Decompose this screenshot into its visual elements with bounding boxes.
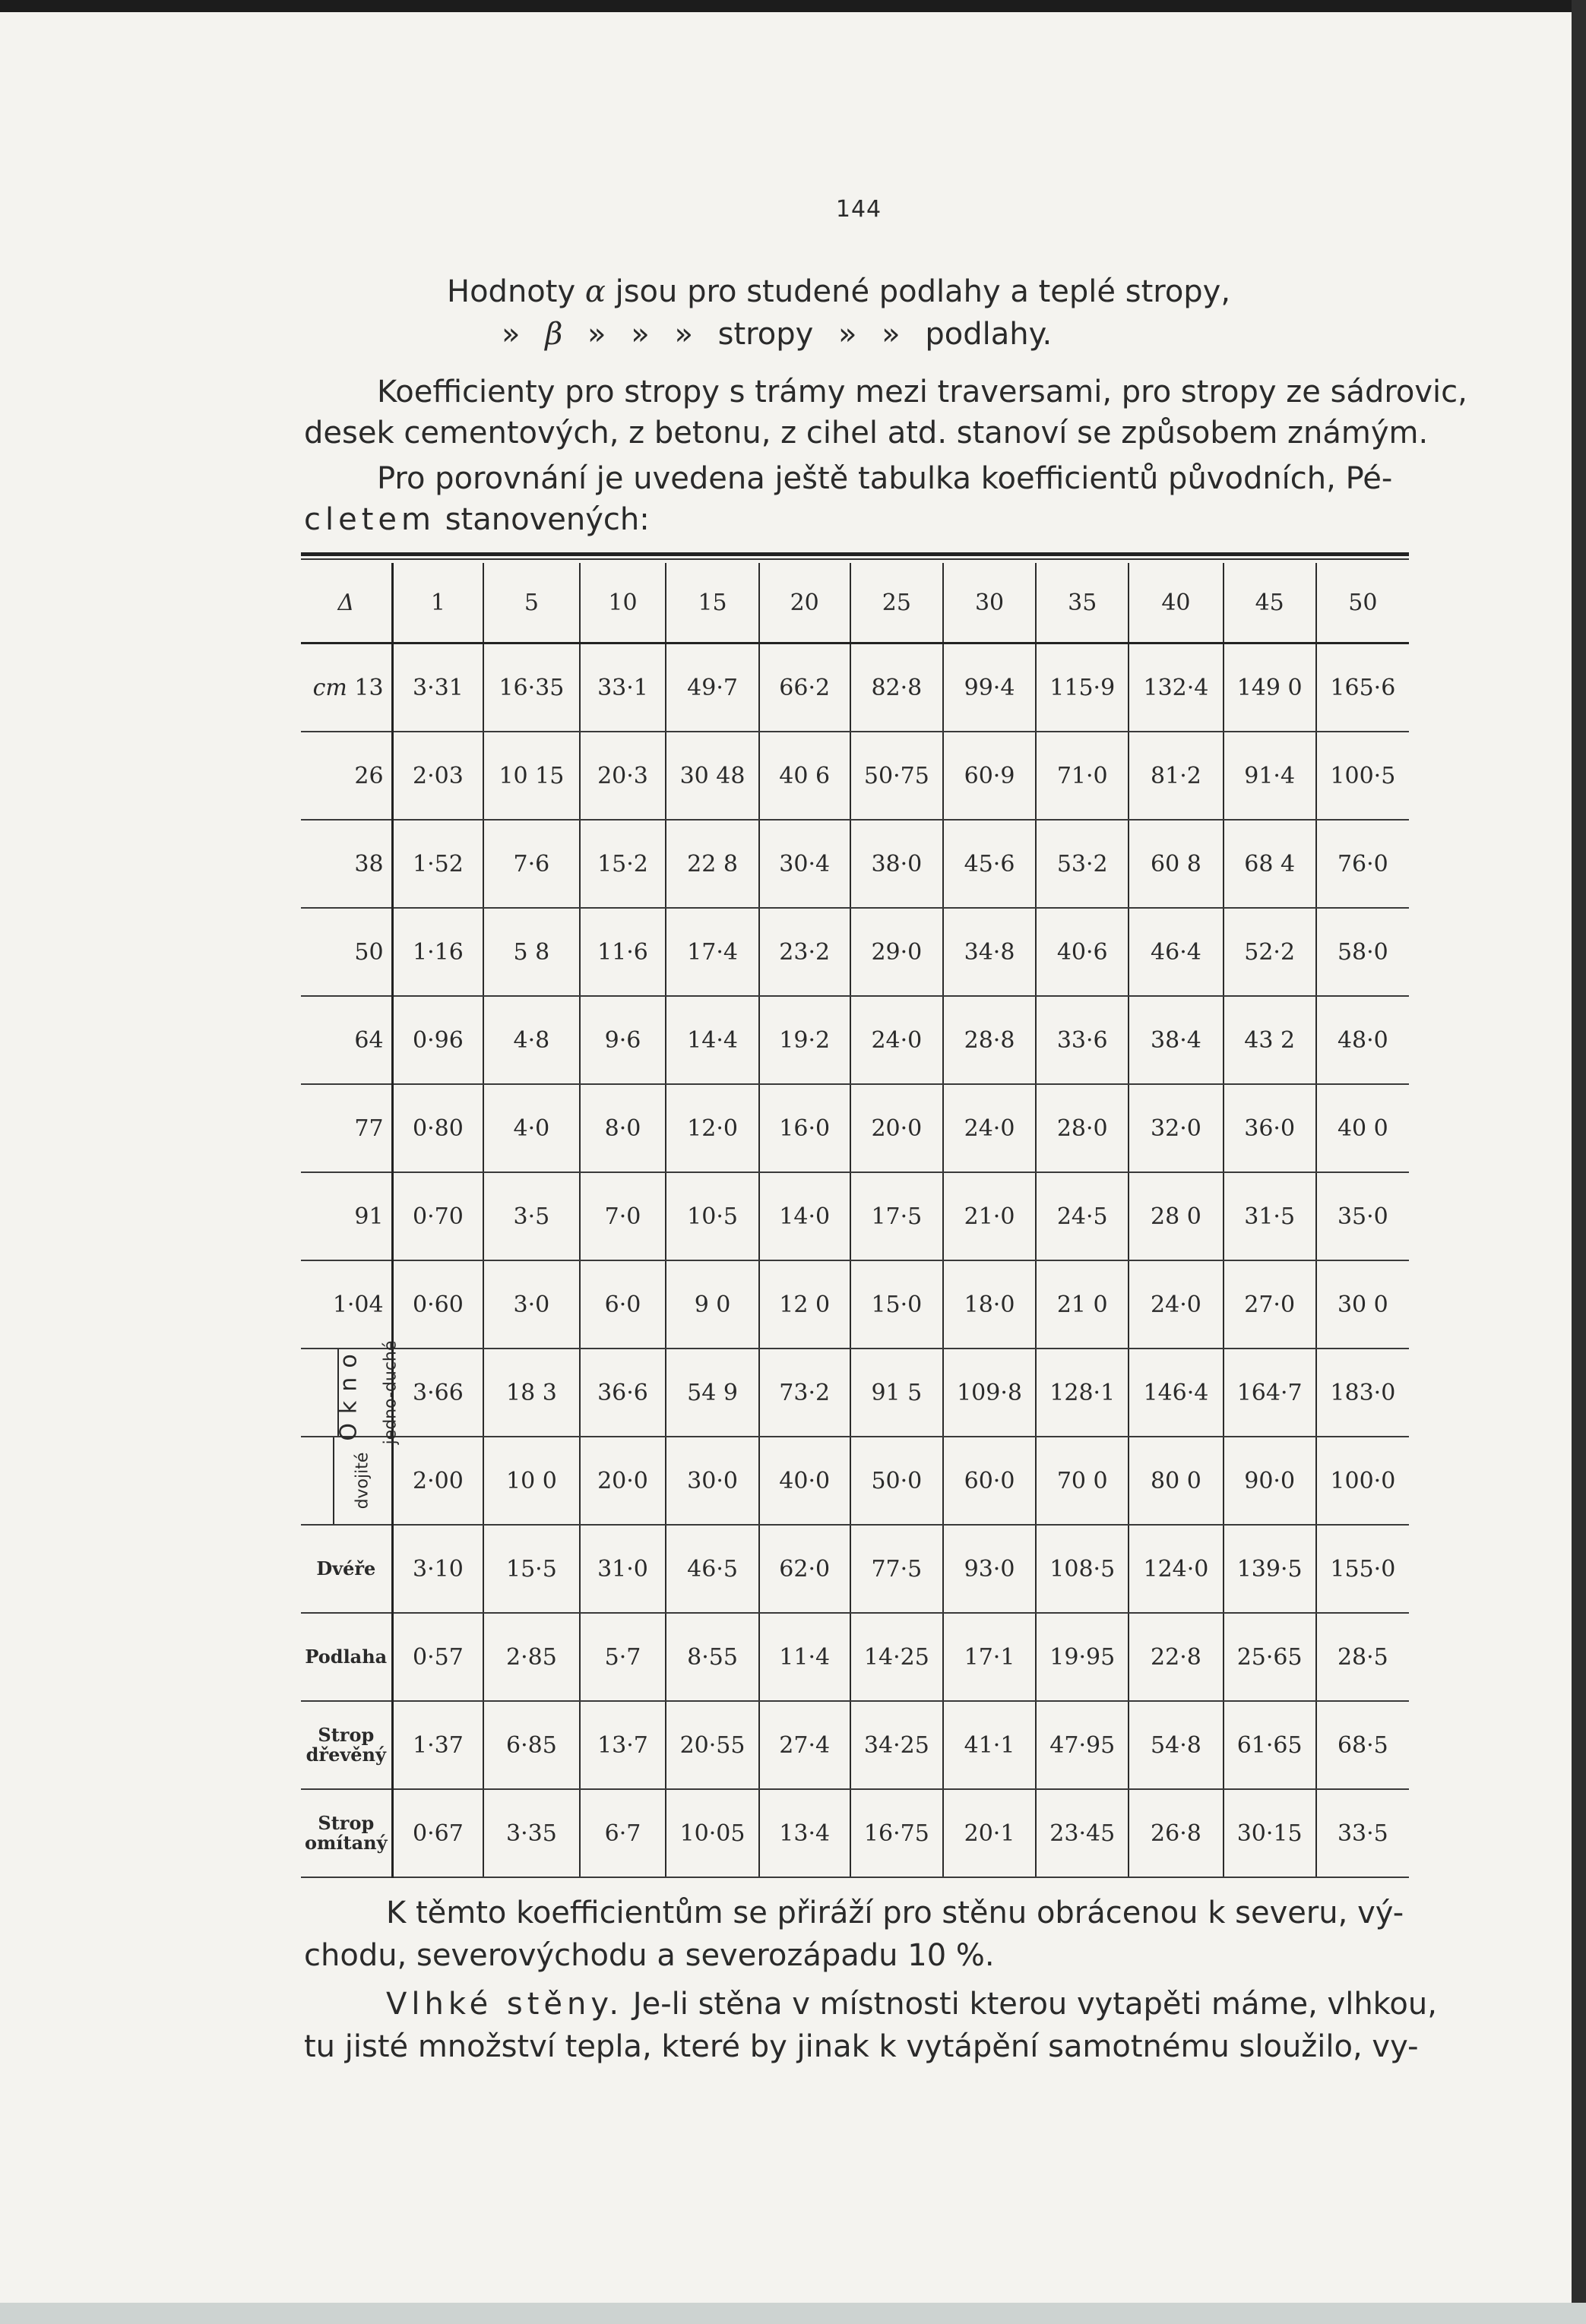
table-cell: 9 0 (666, 1260, 758, 1349)
table-cell: 27·4 (759, 1701, 850, 1789)
table-cell: 25·65 (1224, 1613, 1316, 1701)
table-cell: 3·66 (392, 1349, 483, 1437)
table-cell: 45·6 (943, 820, 1036, 908)
table-cell: 128·1 (1036, 1349, 1129, 1437)
table-cell: 38·4 (1129, 996, 1223, 1084)
thickness-label (301, 1260, 392, 1349)
table-cell: 70 0 (1036, 1437, 1129, 1525)
okno-row (301, 1437, 1409, 1525)
table-cell: 10·05 (666, 1789, 758, 1877)
table-cell: 3·5 (483, 1172, 579, 1260)
author-name: cletem (304, 502, 435, 537)
row-label-text: Strop (318, 1724, 375, 1746)
intro-podlahy: » » podlahy. (837, 317, 1053, 352)
table-row (301, 996, 1409, 1084)
table-cell: 109·8 (943, 1349, 1036, 1437)
table-cell: 43 2 (1224, 996, 1316, 1084)
thickness-value: 91 (354, 1203, 384, 1230)
table-cell: 1·52 (392, 820, 483, 908)
thickness-label (301, 820, 392, 908)
table-cell: 54·8 (1129, 1701, 1223, 1789)
table-cell: 15·0 (850, 1260, 943, 1349)
table-row (301, 1172, 1409, 1260)
table-cell: 68 4 (1224, 820, 1316, 908)
table-cell: 46·5 (666, 1525, 758, 1613)
table-cell: 20·55 (666, 1701, 758, 1789)
table-cell: 20·0 (850, 1084, 943, 1172)
table-cell: 53·2 (1036, 820, 1129, 908)
table-cell: 33·1 (580, 643, 666, 732)
table-cell: 100·5 (1316, 732, 1409, 820)
table-cell: 30·0 (666, 1437, 758, 1525)
table-row (301, 643, 1409, 732)
beta-symbol: β (545, 317, 563, 352)
okno-label: Okno (335, 1344, 362, 1441)
table-header-row (301, 563, 1409, 643)
table-cell: 32·0 (1129, 1084, 1223, 1172)
table-cell: 2·03 (392, 732, 483, 820)
table-cell: 19·2 (759, 996, 850, 1084)
table-cell: 24·5 (1036, 1172, 1129, 1260)
table-cell: 2·85 (483, 1613, 579, 1701)
table-cell: 5 8 (483, 908, 579, 996)
table-cell: 21 0 (1036, 1260, 1129, 1349)
table-cell: 14·4 (666, 996, 758, 1084)
table-row (301, 1701, 1409, 1789)
table-row (301, 820, 1409, 908)
thickness-value: 26 (354, 762, 384, 789)
row-label (301, 1701, 392, 1789)
header-cell: 5 (483, 563, 579, 643)
table-cell: 93·0 (943, 1525, 1036, 1613)
scan-right-border (1572, 0, 1586, 2324)
row-label-text: Podlaha (305, 1646, 388, 1668)
table-cell: 26·8 (1129, 1789, 1223, 1877)
after-para2-line-1 (386, 1983, 1437, 2025)
table-cell: 46·4 (1129, 908, 1223, 996)
table-cell: 5·7 (580, 1613, 666, 1701)
intro-text: Hodnoty (447, 274, 576, 309)
table-cell: 0·67 (392, 1789, 483, 1877)
table-cell: 31·5 (1224, 1172, 1316, 1260)
thickness-label (301, 732, 392, 820)
table-cell: 6·85 (483, 1701, 579, 1789)
table-cell: 90·0 (1224, 1437, 1316, 1525)
header-cell: 10 (580, 563, 666, 643)
table-cell: 23·45 (1036, 1789, 1129, 1877)
table-cell: 17·5 (850, 1172, 943, 1260)
table-cell: 132·4 (1129, 643, 1223, 732)
table-cell: 24·0 (850, 996, 943, 1084)
thickness-label (301, 908, 392, 996)
table-cell: 54 9 (666, 1349, 758, 1437)
thickness-label (301, 643, 392, 732)
table-cell: 115·9 (1036, 643, 1129, 732)
table-cell: 30·4 (759, 820, 850, 908)
table-cell: 17·4 (666, 908, 758, 996)
header-cell: 15 (666, 563, 758, 643)
thickness-value: 13 (354, 674, 384, 701)
table-cell: 29·0 (850, 908, 943, 996)
table-cell: 8·0 (580, 1084, 666, 1172)
table-cell: 3·35 (483, 1789, 579, 1877)
table-cell: 22 8 (666, 820, 758, 908)
table-cell: 16·0 (759, 1084, 850, 1172)
table-cell: 81·2 (1129, 732, 1223, 820)
table-cell: 3·0 (483, 1260, 579, 1349)
header-cell: 35 (1036, 563, 1129, 643)
after-line-2: chodu, severovýchodu a severozápadu 10 %. (304, 1938, 995, 1973)
table-cell: 30 0 (1316, 1260, 1409, 1349)
after-para2-rest: Je-li stěna v místnosti kterou vytapěti máme, vlhkou, (632, 1987, 1437, 2022)
table-cell: 12 0 (759, 1260, 850, 1349)
header-cell: 40 (1129, 563, 1223, 643)
table-cell: 99·4 (943, 643, 1036, 732)
table-cell: 28·5 (1316, 1613, 1409, 1701)
table-cell: 11·4 (759, 1613, 850, 1701)
table-cell: 14·0 (759, 1172, 850, 1260)
intro-text-rest: jsou pro studené podlahy a teplé stropy, (615, 274, 1231, 309)
intro-line-2 (502, 313, 1052, 356)
table-cell: 60·0 (943, 1437, 1036, 1525)
table-cell: 36·0 (1224, 1084, 1316, 1172)
header-cell: 20 (759, 563, 850, 643)
coefficient-table (301, 552, 1409, 1878)
table-cell: 27·0 (1224, 1260, 1316, 1349)
table-cell: 13·7 (580, 1701, 666, 1789)
table-cell: 28·0 (1036, 1084, 1129, 1172)
table-cell: 164·7 (1224, 1349, 1316, 1437)
header-cell: 50 (1316, 563, 1409, 643)
table-cell: 18·0 (943, 1260, 1036, 1349)
table-cell: 30 48 (666, 732, 758, 820)
table-cell: 0·57 (392, 1613, 483, 1701)
table-cell: 3·31 (392, 643, 483, 732)
row-label (301, 1613, 392, 1701)
table-cell: 0·80 (392, 1084, 483, 1172)
ditto-mark: » » (587, 317, 650, 352)
table-cell: 2·00 (392, 1437, 483, 1525)
table-cell: 165·6 (1316, 643, 1409, 732)
table-cell: 40 0 (1316, 1084, 1409, 1172)
table-cell: 40 6 (759, 732, 850, 820)
header-cell: 45 (1224, 563, 1316, 643)
thickness-label (301, 1084, 392, 1172)
okno-label-cell (301, 1340, 400, 1445)
table-cell: 17·1 (943, 1613, 1036, 1701)
scan-top-border (0, 0, 1586, 12)
table-cell: 12·0 (666, 1084, 758, 1172)
table-cell: 22·8 (1129, 1613, 1223, 1701)
table-cell: 18 3 (483, 1349, 579, 1437)
thickness-value: 1·04 (332, 1291, 384, 1318)
table-cell: 31·0 (580, 1525, 666, 1613)
intro-line-1 (447, 270, 1230, 313)
table-cell: 9·6 (580, 996, 666, 1084)
table-cell: 60 8 (1129, 820, 1223, 908)
header-cell: 1 (392, 563, 483, 643)
table-cell: 33·6 (1036, 996, 1129, 1084)
table-row (301, 1789, 1409, 1877)
okno-row (301, 1349, 1409, 1437)
table-cell: 33·5 (1316, 1789, 1409, 1877)
table-cell: 15·2 (580, 820, 666, 908)
delta-header: Δ (301, 563, 392, 643)
table-cell: 146·4 (1129, 1349, 1223, 1437)
table-cell: 1·37 (392, 1701, 483, 1789)
table-cell: 124·0 (1129, 1525, 1223, 1613)
thickness-label (301, 1172, 392, 1260)
table-cell: 183·0 (1316, 1349, 1409, 1437)
table-cell: 40·0 (759, 1437, 850, 1525)
header-cell: 30 (943, 563, 1036, 643)
thickness-label (301, 996, 392, 1084)
table-cell: 13·4 (759, 1789, 850, 1877)
para2-line-1: Pro porovnání je uvedena ještě tabulka koefficientů původních, Pé- (377, 461, 1393, 496)
table-cell: 80 0 (1129, 1437, 1223, 1525)
alpha-symbol: α (584, 274, 606, 309)
table-cell: 40·6 (1036, 908, 1129, 996)
unit-label: cm (312, 674, 347, 701)
row-label-text: Dvéře (316, 1557, 376, 1579)
table-cell: 91 5 (850, 1349, 943, 1437)
okno-label-cell (301, 1437, 392, 1525)
header-cell: 25 (850, 563, 943, 643)
table-cell: 24·0 (943, 1084, 1036, 1172)
table-cell: 49·7 (666, 643, 758, 732)
table-cell: 71·0 (1036, 732, 1129, 820)
para1-line-1: Koefficienty pro stropy s trámy mezi traversami, pro stropy ze sádrovic, (377, 375, 1467, 409)
para2-line-2 (304, 498, 650, 541)
table-rule-second (301, 558, 1409, 560)
table-row (301, 1260, 1409, 1349)
table-cell: 47·95 (1036, 1701, 1129, 1789)
table-cell: 58·0 (1316, 908, 1409, 996)
table-cell: 34·8 (943, 908, 1036, 996)
table-cell: 50·0 (850, 1437, 943, 1525)
row-label (301, 1789, 392, 1877)
table-row (301, 1084, 1409, 1172)
table-cell: 41·1 (943, 1701, 1036, 1789)
table-cell: 77·5 (850, 1525, 943, 1613)
table-cell: 20·1 (943, 1789, 1036, 1877)
table-cell: 73·2 (759, 1349, 850, 1437)
table-cell: 34·25 (850, 1701, 943, 1789)
table-cell: 60·9 (943, 732, 1036, 820)
table-cell: 149 0 (1224, 643, 1316, 732)
table-cell: 0·70 (392, 1172, 483, 1260)
table-cell: 15·5 (483, 1525, 579, 1613)
table-cell: 28 0 (1129, 1172, 1223, 1260)
table-cell: 16·75 (850, 1789, 943, 1877)
table-cell: 1·16 (392, 908, 483, 996)
ditto-mark: » (502, 317, 521, 352)
scan-bottom-band (0, 2303, 1586, 2324)
table-cell: 50·75 (850, 732, 943, 820)
after-para2-line-2: tu jisté množství tepla, které by jinak k vytápění samotnému sloužilo, vy- (304, 2029, 1419, 2064)
table-cell: 76·0 (1316, 820, 1409, 908)
okno-sub-label: jedno-duché (381, 1340, 400, 1445)
table-cell: 38·0 (850, 820, 943, 908)
coefficient-grid (301, 563, 1409, 1878)
table-cell: 62·0 (759, 1525, 850, 1613)
okno-sub-label: dvojité (353, 1452, 372, 1510)
table-cell: 66·2 (759, 643, 850, 732)
row-label-text: omítaný (305, 1832, 388, 1854)
table-cell: 7·0 (580, 1172, 666, 1260)
table-cell: 100·0 (1316, 1437, 1409, 1525)
table-cell: 23·2 (759, 908, 850, 996)
table-cell: 6·0 (580, 1260, 666, 1349)
row-label (301, 1525, 392, 1613)
table-cell: 28·8 (943, 996, 1036, 1084)
table-cell: 30·15 (1224, 1789, 1316, 1877)
table-cell: 20·0 (580, 1437, 666, 1525)
table-cell: 68·5 (1316, 1701, 1409, 1789)
table-row (301, 1613, 1409, 1701)
para1-line-2: desek cementových, z betonu, z cihel atd. stanoví se způsobem známým. (304, 416, 1429, 451)
row-label-text: dřevěný (305, 1744, 386, 1766)
table-row (301, 1525, 1409, 1613)
thickness-value: 38 (354, 850, 384, 877)
table-cell: 3·10 (392, 1525, 483, 1613)
para2-rest: stanovených: (445, 502, 650, 537)
table-cell: 16·35 (483, 643, 579, 732)
table-cell: 4·8 (483, 996, 579, 1084)
table-cell: 0·60 (392, 1260, 483, 1349)
table-cell: 48·0 (1316, 996, 1409, 1084)
table-cell: 21·0 (943, 1172, 1036, 1260)
intro-stropy: » stropy (674, 317, 814, 352)
table-cell: 108·5 (1036, 1525, 1129, 1613)
table-cell: 19·95 (1036, 1613, 1129, 1701)
table-rule-top (301, 552, 1409, 556)
table-cell: 35·0 (1316, 1172, 1409, 1260)
table-cell: 11·6 (580, 908, 666, 996)
table-cell: 8·55 (666, 1613, 758, 1701)
table-cell: 6·7 (580, 1789, 666, 1877)
table-cell: 155·0 (1316, 1525, 1409, 1613)
table-cell: 10 0 (483, 1437, 579, 1525)
page-number: 144 (835, 196, 882, 223)
table-cell: 7·6 (483, 820, 579, 908)
table-cell: 24·0 (1129, 1260, 1223, 1349)
table-cell: 61·65 (1224, 1701, 1316, 1789)
after-line-1: K těmto koefficientům se přiráží pro stěnu obrácenou k severu, vý- (386, 1896, 1404, 1930)
table-cell: 0·96 (392, 996, 483, 1084)
table-row (301, 732, 1409, 820)
table-cell: 139·5 (1224, 1525, 1316, 1613)
table-cell: 52·2 (1224, 908, 1316, 996)
table-cell: 4·0 (483, 1084, 579, 1172)
table-cell: 20·3 (580, 732, 666, 820)
table-cell: 14·25 (850, 1613, 943, 1701)
table-cell: 91·4 (1224, 732, 1316, 820)
table-cell: 10 15 (483, 732, 579, 820)
table-row (301, 908, 1409, 996)
thickness-value: 77 (354, 1115, 384, 1142)
thickness-value: 50 (354, 938, 384, 966)
row-label-text: Strop (318, 1812, 375, 1834)
thickness-value: 64 (354, 1026, 384, 1054)
section-heading-vlhke-steny: Vlhké stěny. (386, 1987, 624, 2022)
table-cell: 36·6 (580, 1349, 666, 1437)
table-cell: 10·5 (666, 1172, 758, 1260)
table-cell: 82·8 (850, 643, 943, 732)
